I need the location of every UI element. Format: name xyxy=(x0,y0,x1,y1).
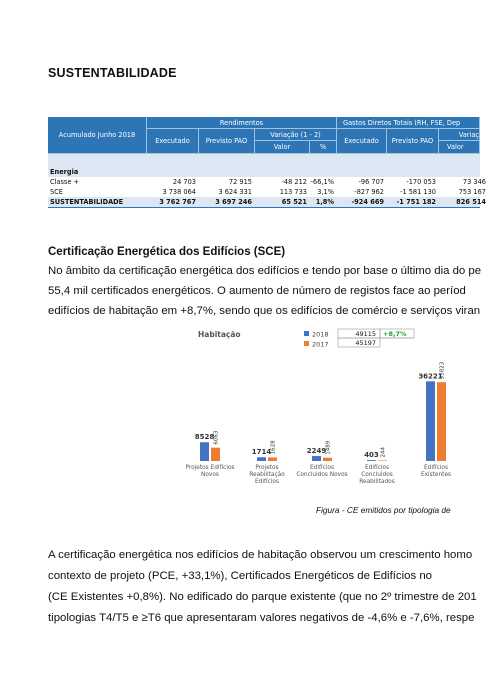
paragraph-line: 55,4 mil certificados energéticos. O aumento de número de registos face ao períod xyxy=(48,285,466,297)
paragraph-line: No âmbito da certificação energética dos edifícios e tendo por base o último dia do pe xyxy=(48,265,482,277)
table-cell: 3 697 246 xyxy=(215,198,252,206)
row-label: SUSTENTABILIDADE xyxy=(50,198,124,206)
table-cell: -1 581 130 xyxy=(400,188,436,196)
legend-change: +8,7% xyxy=(383,330,407,338)
data-label: 8528 xyxy=(194,433,215,442)
data-label: 244 xyxy=(380,446,387,458)
bar xyxy=(211,448,220,461)
table-cell: 72 915 xyxy=(228,178,252,186)
table-cell: 24 703 xyxy=(172,178,196,186)
bar xyxy=(367,460,376,461)
table-cell: -48 212 xyxy=(281,178,307,186)
category-label: Existentes xyxy=(420,472,452,478)
paragraph-line: A certificação energética nos edifícios de habitação observou um crescimento homo xyxy=(48,549,473,561)
bar xyxy=(426,381,435,461)
table-row xyxy=(48,177,486,187)
legend-total-2018: 49115 xyxy=(355,330,376,338)
table-spacer-row xyxy=(48,154,480,167)
table-cell: 113 733 xyxy=(279,188,307,196)
legend-swatch xyxy=(304,331,309,336)
table-row xyxy=(48,197,486,207)
table-row xyxy=(48,187,486,197)
category-label: Projetos Edifícios xyxy=(185,465,235,471)
paragraph-line: tipologias T4/T5 e ≥T6 que apresentaram valores negativos de -4,6% e -7,6%, respe xyxy=(48,612,475,624)
col-header-previsto: Previsto PAO xyxy=(199,129,255,154)
category-label: Edifícios xyxy=(424,465,448,471)
bar xyxy=(378,460,387,461)
section-title: SUSTENTABILIDADE xyxy=(48,66,177,80)
category-label: Reabilitados xyxy=(359,479,395,485)
legend-total-2017: 45197 xyxy=(355,339,376,347)
paragraph-line: contexto de projeto (PCE, +33,1%), Certificados Energéticos de Edifícios no xyxy=(48,570,433,582)
data-label: 1714 xyxy=(251,448,272,457)
chart-title: Habitação xyxy=(198,330,241,339)
col-header-previsto-2: Previsto PAO xyxy=(387,129,439,154)
bar xyxy=(323,458,332,461)
data-label: 6063 xyxy=(213,430,220,445)
table-cell: -827 962 xyxy=(354,188,384,196)
group-header-gastos: Gastos Diretos Totais (RH, FSE, Dep xyxy=(337,117,480,129)
category-label: Edifícios xyxy=(255,479,279,485)
table-cell: 826 514 xyxy=(456,198,486,206)
table-cell: 65 521 xyxy=(281,198,307,206)
bar xyxy=(268,457,277,461)
bar xyxy=(257,457,266,461)
col-header-executado-2: Executado xyxy=(337,129,387,154)
col-header-variacao: Variação (1 - 2) xyxy=(255,129,337,141)
category-label: Reabilitação xyxy=(249,472,285,478)
table-cell: 3,1% xyxy=(317,188,334,196)
bar xyxy=(437,382,446,461)
legend-swatch xyxy=(304,341,309,346)
table-cell: -1 751 182 xyxy=(396,198,436,206)
col-header-variacao-2: Variaç xyxy=(439,129,480,141)
col-header-executado: Executado xyxy=(147,129,199,154)
table-cell: 3 624 331 xyxy=(218,188,252,196)
figure-caption: Figura - CE emitidos por tipologia de xyxy=(316,505,451,515)
table-cell: 3 738 064 xyxy=(162,188,196,196)
row-label: SCE xyxy=(50,188,63,196)
data-label: 1489 xyxy=(325,440,332,455)
col-header-pct: % xyxy=(310,141,337,154)
data-label: 1628 xyxy=(270,440,277,455)
col-header-valor-2: Valor xyxy=(439,141,480,154)
table-category-row xyxy=(48,167,480,177)
category-label: Novos xyxy=(201,472,219,478)
paragraph-line: (CE Existentes +0,8%). No edificado do parque existente (que no 2º trimestre de 201 xyxy=(48,591,477,603)
table-bottom-rule xyxy=(48,207,480,208)
category-label: Edifícios xyxy=(310,465,334,471)
bar xyxy=(312,456,321,461)
category-label: Concluidos Novos xyxy=(296,472,348,478)
data-label: 403 xyxy=(364,451,379,460)
group-header-rendimentos: Rendimentos xyxy=(147,117,337,129)
data-label: 2249 xyxy=(306,447,327,456)
category-label: Energia xyxy=(50,168,79,176)
table-cell: 3 762 767 xyxy=(159,198,196,206)
table-cell: -96 707 xyxy=(358,178,384,186)
row-label: Classe + xyxy=(50,178,80,186)
table-cell: -170 053 xyxy=(406,178,436,186)
bar-chart xyxy=(180,327,480,497)
category-label: Projetos xyxy=(255,465,279,471)
data-label: 35823 xyxy=(439,361,446,380)
table-corner-label: Acumulado Junho 2018 xyxy=(48,117,147,154)
table-cell: 73 346 xyxy=(462,178,486,186)
bar xyxy=(200,442,209,461)
data-label: 36221 xyxy=(418,372,443,381)
legend-label: 2017 xyxy=(312,340,329,349)
col-header-valor: Valor xyxy=(255,141,310,154)
paragraph-line: edifícios de habitação em +8,7%, sendo que os edifícios de comércio e serviços viran xyxy=(48,305,481,317)
table-cell: 753 167 xyxy=(458,188,486,196)
table-cell: -66,1% xyxy=(310,178,334,186)
category-label: Concluidos xyxy=(361,472,393,478)
table-cell: -924 669 xyxy=(351,198,384,206)
subheading: Certificação Energética dos Edifícios (SCE) xyxy=(48,246,286,258)
table-cell: 1,8% xyxy=(315,198,334,206)
legend-label: 2018 xyxy=(312,330,329,339)
category-label: Edifícios xyxy=(365,465,389,471)
